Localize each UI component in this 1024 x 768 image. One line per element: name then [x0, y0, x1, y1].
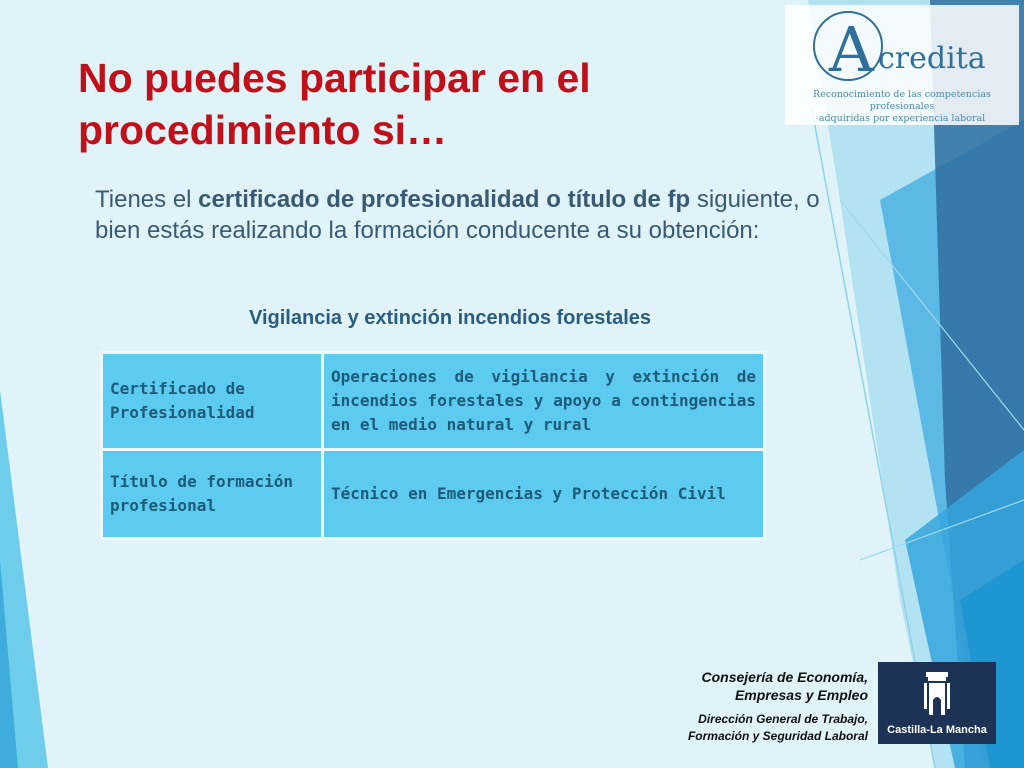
table-row [102, 353, 765, 450]
acredita-logo [812, 8, 1002, 86]
footer-line-4: Formación y Seguridad Laboral [687, 729, 868, 743]
intro-paragraph [95, 184, 825, 246]
castilla-la-mancha-emblem [878, 662, 996, 744]
qualification-table [100, 351, 766, 540]
acredita-tagline [789, 89, 1015, 125]
footer-line-1: Consejería de Economía, [701, 669, 868, 685]
acredita-tagline-line-2: adquiridas por experiencia laboral [818, 113, 986, 124]
intro-emphasis: certificado de profesionalidad o título de fp [198, 186, 691, 213]
footer-line-2: Empresas y Empleo [734, 687, 868, 703]
logo-initial: A [829, 13, 874, 86]
emblem-label: Castilla-La Mancha [887, 724, 987, 736]
table-row [102, 450, 765, 539]
logo-word: credita [878, 41, 986, 76]
row-value: Técnico en Emergencias y Protección Civil [323, 450, 765, 539]
slide-title-line-1: No puedes participar en el [78, 55, 591, 101]
slide-title-line-2: procedimiento si… [78, 107, 448, 153]
intro-prefix: Tienes el [95, 186, 199, 213]
slide-title [78, 52, 758, 156]
acredita-tagline-line-1: Reconocimiento de las competencias profesionales [813, 89, 991, 112]
row-value: Operaciones de vigilancia y extinción de incendios forestales y apoyo a contingencias en el medio natural y rural [323, 353, 765, 450]
qualification-subheading: Vigilancia y extinción incendios forestales [249, 307, 651, 329]
row-label: Certificado de Profesionalidad [102, 353, 323, 450]
row-label: Título de formación profesional [102, 450, 323, 539]
footer-institution [688, 668, 868, 745]
footer-line-3: Dirección General de Trabajo, [698, 712, 868, 726]
intro-suffix: siguiente, o bien estás realizando la formación conducente a su obtención: [95, 186, 820, 244]
